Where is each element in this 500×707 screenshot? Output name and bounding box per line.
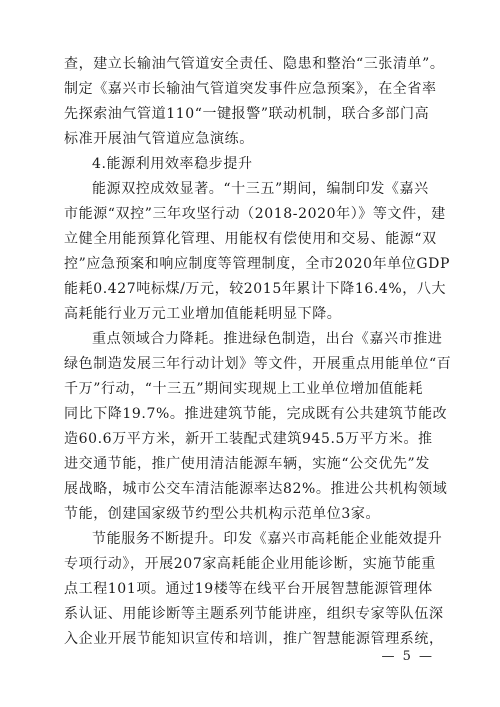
- text-line: 展战略，城市公交车清洁能源率达82%。推进公共机构领域: [64, 481, 448, 497]
- text-line: 入企业开展节能知识宣传和培训，推广智慧能源管理系统，: [64, 631, 444, 647]
- text-line: 制定《嘉兴市长输油气管道突发事件应急预案》，在全省率: [64, 81, 437, 97]
- text-line: 高耗能行业万元工业增加值能耗明显下降。: [64, 306, 342, 322]
- page-number: — 5 —: [381, 649, 434, 664]
- text-line: 标准开展油气管道应急演练。: [64, 131, 254, 147]
- text-line: 同比下降19.7%。推进建筑节能，完成既有公共建筑节能改: [64, 406, 448, 422]
- text-line: 节能，创建国家级节约型公共机构示范单位3家。: [64, 506, 381, 522]
- text-line: 进交通节能，推广使用清洁能源车辆，实施“公交优先”发: [64, 456, 430, 472]
- text-line: 千万”行动，“十三五”期间实现规上工业单位增加值能耗: [64, 381, 424, 397]
- document-body: [64, 52, 452, 652]
- text-line: 先探索油气管道110“一键报警”联动机制，联合多部门高: [64, 106, 430, 122]
- text-line: 专项行动》，开展207家高耗能企业用能诊断，实施节能重: [64, 556, 436, 572]
- text-line: 绿色制造发展三年行动计划》等文件，开展重点用能单位“百: [64, 356, 452, 372]
- text-line: 节能服务不断提升。印发《嘉兴市高耗能企业能效提升: [92, 531, 443, 547]
- text-line: 控”应急预案和响应制度等管理制度，全市2020年单位GDP: [64, 256, 451, 272]
- text-line: 造60.6万平方米，新开工装配式建筑945.5万平方米。推: [64, 431, 433, 447]
- text-line: 点工程101项。通过19楼等在线平台开展智慧能源管理体: [64, 581, 433, 597]
- text-line: 市能源“双控”三年攻坚行动（2018-2020年）》等文件，建: [64, 206, 446, 222]
- text-line: 重点领域合力降耗。推进绿色制造，出台《嘉兴市推进: [92, 331, 443, 347]
- section-heading: 4.能源利用效率稳步提升: [92, 156, 253, 172]
- text-line: 立健全用能预算化管理、用能权有偿使用和交易、能源“双: [64, 231, 437, 247]
- text-line: 系认证、用能诊断等主题系列节能讲座，组织专家等队伍深: [64, 606, 444, 622]
- text-line: 能源双控成效显著。“十三五”期间，编制印发《嘉兴: [92, 181, 429, 197]
- text-line: 能耗0.427吨标煤/万元，较2015年累计下降16.4%，八大: [64, 281, 447, 297]
- text-line: 查，建立长输油气管道安全责任、隐患和整治“三张清单”。: [64, 56, 445, 72]
